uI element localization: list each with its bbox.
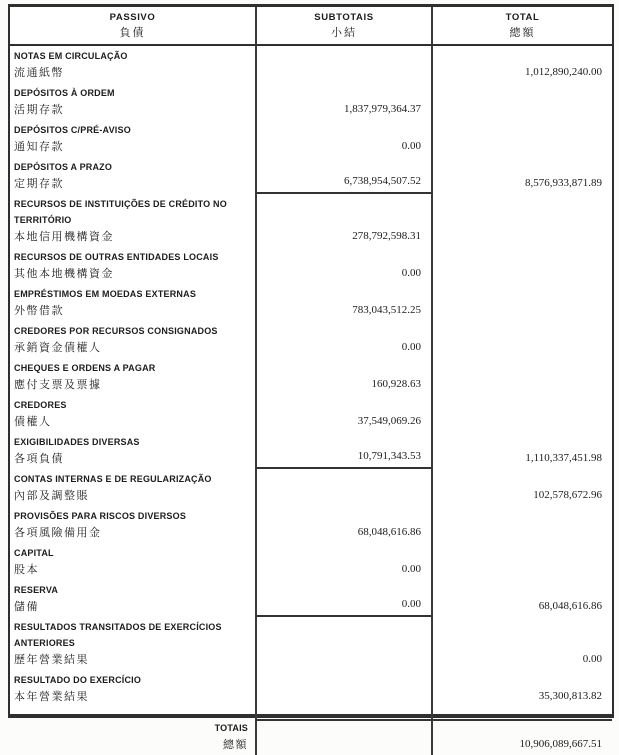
item-subtotal-value: 0.00: [401, 140, 421, 152]
header-subtotais-label: SUBTOTAIS: [314, 12, 374, 23]
item-label-zh: 流通紙幣: [14, 67, 64, 79]
header-total-cell: [433, 7, 612, 44]
item-total-cell: [433, 83, 612, 120]
table-row: [10, 247, 612, 284]
item-subtotal-cell: [255, 670, 433, 707]
table-row: [10, 580, 612, 617]
table-row: [10, 432, 612, 469]
item-label-pt: DEPÓSITOS C/PRÉ-AVISO: [14, 125, 131, 135]
totals-total-cell: [433, 719, 612, 755]
totals-row: [10, 719, 612, 755]
header-passivo-cell: [10, 7, 255, 44]
totals-label-cell: [10, 719, 255, 755]
item-subtotal-cell: [255, 321, 433, 358]
item-label-zh: 各項風險備用金: [14, 527, 102, 539]
item-label-zh: 活期存款: [14, 104, 64, 116]
item-subtotal-value: 1,837,979,364.37: [344, 103, 421, 115]
item-total-cell: [433, 157, 612, 194]
item-label-pt: DEPÓSITOS A PRAZO: [14, 162, 113, 172]
table-row: [10, 46, 612, 83]
item-label-cell: [10, 46, 255, 83]
item-subtotal-cell: [255, 83, 433, 120]
item-label-cell: [10, 617, 255, 670]
item-subtotal-value: 68,048,616.86: [357, 526, 421, 538]
item-label-pt: CREDORES POR RECURSOS CONSIGNADOS: [14, 326, 218, 336]
item-subtotal-cell: [255, 506, 433, 543]
item-label-pt: CONTAS INTERNAS E DE REGULARIZAÇÃO: [14, 474, 212, 484]
item-label-zh: 儲備: [14, 601, 39, 613]
item-label-cell: [10, 194, 255, 247]
item-total-cell: [433, 358, 612, 395]
item-subtotal-cell: [255, 120, 433, 157]
header-subtotais-label-zh: 小結: [331, 27, 357, 39]
item-total-value: 8,576,933,871.89: [525, 177, 602, 189]
item-subtotal-cell: [255, 469, 433, 506]
item-label-zh: 承銷資金債權人: [14, 342, 102, 354]
table-row: [10, 321, 612, 358]
item-total-cell: [433, 247, 612, 284]
item-total-cell: [433, 617, 612, 670]
item-subtotal-cell: [255, 247, 433, 284]
item-subtotal-cell: [255, 580, 433, 617]
header-subtotais-cell: [255, 7, 433, 44]
item-total-cell: [433, 395, 612, 432]
table-row: [10, 506, 612, 543]
table-row: [10, 284, 612, 321]
item-label-zh: 股本: [14, 564, 39, 576]
item-label-cell: [10, 670, 255, 707]
item-total-value: 1,012,890,240.00: [525, 66, 602, 78]
table-row: [10, 543, 612, 580]
item-label-zh: 其他本地機構資金: [14, 268, 114, 280]
item-total-cell: [433, 506, 612, 543]
item-label-cell: [10, 395, 255, 432]
item-label-cell: [10, 247, 255, 284]
item-subtotal-cell: [255, 395, 433, 432]
item-label-pt: CREDORES: [14, 400, 67, 410]
item-total-cell: [433, 543, 612, 580]
item-total-cell: [433, 469, 612, 506]
item-label-pt: DEPÓSITOS À ORDEM: [14, 88, 115, 98]
item-label-cell: [10, 157, 255, 194]
item-total-value: 0.00: [582, 653, 602, 665]
balance-sheet-table: [8, 4, 614, 751]
item-label-cell: [10, 120, 255, 157]
item-label-pt: CAPITAL: [14, 548, 54, 558]
table-row: [10, 157, 612, 194]
spacer-row: [10, 707, 612, 719]
item-label-zh: 各項負債: [14, 453, 64, 465]
item-label-cell: [10, 432, 255, 469]
item-label-zh: 定期存款: [14, 178, 64, 190]
item-label-zh: 內部及調整賬: [14, 490, 89, 502]
item-subtotal-value: 0.00: [401, 341, 421, 353]
item-total-cell: [433, 284, 612, 321]
item-label-pt: EXIGIBILIDADES DIVERSAS: [14, 437, 140, 447]
item-subtotal-cell: [255, 543, 433, 580]
item-label-cell: [10, 506, 255, 543]
item-subtotal-value: 6,738,954,507.52: [344, 175, 421, 187]
header-passivo-label-zh: 負債: [119, 27, 146, 39]
item-total-cell: [433, 432, 612, 469]
header-total-label: TOTAL: [505, 12, 540, 23]
item-subtotal-cell: [255, 194, 433, 247]
item-subtotal-cell: [255, 432, 433, 469]
item-label-zh: 債權人: [14, 416, 52, 428]
item-subtotal-value: 783,043,512.25: [352, 304, 421, 316]
item-total-value: 68,048,616.86: [538, 600, 602, 612]
item-total-value: 35,300,813.82: [538, 690, 602, 702]
table-row: [10, 194, 612, 247]
item-subtotal-value: 37,549,069.26: [357, 415, 421, 427]
totals-label-pt: TOTAIS: [214, 723, 248, 733]
item-label-pt: CHEQUES E ORDENS A PAGAR: [14, 363, 156, 373]
item-total-cell: [433, 670, 612, 707]
item-label-cell: [10, 321, 255, 358]
item-label-zh: 通知存款: [14, 141, 64, 153]
item-label-pt: PROVISÕES PARA RISCOS DIVERSOS: [14, 511, 187, 521]
table-row: [10, 120, 612, 157]
item-subtotal-cell: [255, 46, 433, 83]
item-label-cell: [10, 358, 255, 395]
item-total-value: 102,578,672.96: [533, 489, 602, 501]
table-row: [10, 469, 612, 506]
item-label-pt: RESULTADOS TRANSITADOS DE EXERCÍCIOS ANTERIORES: [14, 622, 222, 648]
item-total-cell: [433, 46, 612, 83]
table-body: [10, 46, 612, 755]
item-label-zh: 本地信用機構資金: [14, 231, 114, 243]
item-label-cell: [10, 543, 255, 580]
table-row: [10, 358, 612, 395]
item-subtotal-value: 0.00: [401, 563, 421, 575]
item-subtotal-cell: [255, 358, 433, 395]
item-label-pt: RECURSOS DE OUTRAS ENTIDADES LOCAIS: [14, 252, 219, 262]
item-subtotal-cell: [255, 157, 433, 194]
item-label-pt: RESERVA: [14, 585, 59, 595]
item-label-cell: [10, 83, 255, 120]
item-label-zh: 本年營業結果: [14, 691, 89, 703]
totals-total-value: 10,906,089,667.51: [519, 738, 602, 750]
item-total-cell: [433, 321, 612, 358]
header-total-label-zh: 總額: [509, 27, 536, 39]
item-subtotal-value: 10,791,343.53: [357, 450, 421, 462]
table-row: [10, 395, 612, 432]
totals-label-zh: 總額: [223, 739, 248, 751]
item-label-cell: [10, 284, 255, 321]
item-label-zh: 應付支票及票據: [14, 379, 102, 391]
item-subtotal-value: 160,928.63: [371, 378, 421, 390]
item-label-zh: 歷年營業結果: [14, 654, 89, 666]
item-total-cell: [433, 580, 612, 617]
header-passivo-label: PASSIVO: [109, 12, 156, 23]
item-label-cell: [10, 580, 255, 617]
item-subtotal-value: 278,792,598.31: [352, 230, 421, 242]
item-subtotal-cell: [255, 617, 433, 670]
item-label-cell: [10, 469, 255, 506]
item-subtotal-value: 0.00: [401, 598, 421, 610]
item-total-cell: [433, 120, 612, 157]
table-header: [10, 7, 612, 46]
totals-subtotal-cell: [255, 719, 433, 755]
table-row: [10, 83, 612, 120]
item-label-pt: NOTAS EM CIRCULAÇÃO: [14, 51, 128, 61]
item-total-cell: [433, 194, 612, 247]
item-total-value: 1,110,337,451.98: [525, 452, 602, 464]
item-subtotal-value: 0.00: [401, 267, 421, 279]
table-row: [10, 617, 612, 670]
item-label-pt: EMPRÉSTIMOS EM MOEDAS EXTERNAS: [14, 289, 197, 299]
item-label-pt: RESULTADO DO EXERCÍCIO: [14, 675, 142, 685]
item-label-pt: RECURSOS DE INSTITUIÇÕES DE CRÉDITO NO TERRITÓRIO: [14, 199, 227, 225]
item-label-zh: 外幣借款: [14, 305, 64, 317]
table-row: [10, 670, 612, 707]
item-subtotal-cell: [255, 284, 433, 321]
